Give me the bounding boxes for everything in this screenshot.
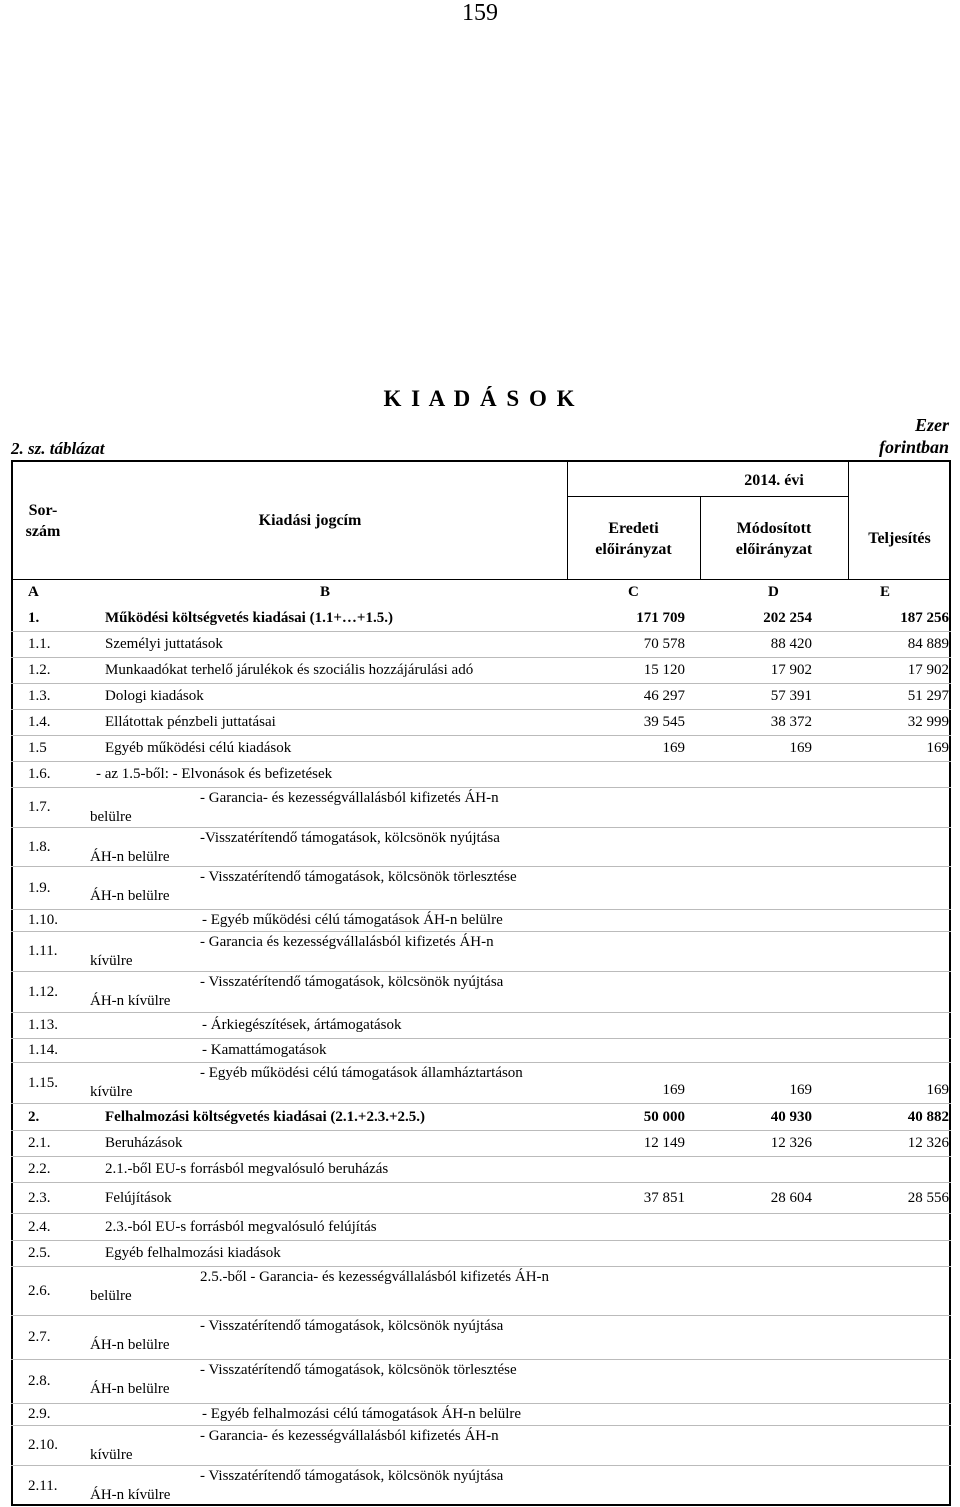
row-divider (11, 931, 951, 932)
row-label: - Egyéb működési célú támogatások államháztartáson (200, 1065, 523, 1081)
row-label: - Garancia és kezességvállalásból kifizetés ÁH-n (200, 934, 494, 950)
unit-label (879, 414, 949, 458)
value-modositott: 40 930 (770, 1109, 812, 1125)
row-divider (11, 1425, 951, 1426)
page-title: K I A D Á S O K (383, 386, 577, 411)
row-label: Beruházások (105, 1135, 183, 1151)
value-eredeti: 70 578 (643, 636, 685, 652)
row-divider (11, 1315, 951, 1316)
value-teljesites: 169 (926, 740, 949, 756)
value-teljesites: 40 882 (907, 1109, 949, 1125)
row-label: Ellátottak pénzbeli juttatásai (105, 714, 276, 730)
row-number: 1.5 (28, 740, 47, 756)
row-label: - Visszatérítendő támogatások, kölcsönök nyújtása (200, 1468, 504, 1484)
row-divider (11, 761, 951, 762)
value-modositott: 169 (789, 1082, 812, 1098)
row-number: 1.2. (28, 662, 51, 678)
row-divider (11, 1103, 951, 1104)
row-number: 1.15. (28, 1075, 58, 1091)
row-divider (11, 1240, 951, 1241)
value-teljesites: 84 889 (907, 636, 949, 652)
row-divider (11, 735, 951, 736)
col-letter-c: C (628, 584, 639, 600)
value-modositott: 17 902 (770, 662, 812, 678)
header-year: 2014. évi (744, 472, 804, 489)
col-letter-a: A (28, 584, 39, 600)
value-eredeti: 46 297 (643, 688, 685, 704)
row-number: 2.1. (28, 1135, 51, 1151)
value-eredeti: 171 709 (636, 610, 685, 626)
row-label: - Garancia- és kezességvállalásból kifizetés ÁH-n (200, 1428, 499, 1444)
row-label: - Visszatérítendő támogatások, kölcsönök nyújtása (200, 974, 504, 990)
value-teljesites: 17 902 (907, 662, 949, 678)
row-label: Munkaadókat terhelő járulékok és szociális hozzájárulási adó (105, 662, 474, 678)
row-label-continued: belülre (90, 809, 132, 825)
header-bottom-line (11, 579, 951, 580)
row-label: - Visszatérítendő támogatások, kölcsönök nyújtása (200, 1318, 504, 1334)
row-divider (11, 709, 951, 710)
row-divider (11, 1266, 951, 1267)
row-number: 1.10. (28, 912, 58, 928)
row-number: 1.1. (28, 636, 51, 652)
value-teljesites: 12 326 (907, 1135, 949, 1151)
header-modositott: Módosított előirányzat (735, 520, 813, 558)
row-number: 2.3. (28, 1190, 51, 1206)
row-number: 1.14. (28, 1042, 58, 1058)
row-divider (11, 787, 951, 788)
row-label-continued: kívülre (90, 953, 133, 969)
value-modositott: 28 604 (770, 1190, 812, 1206)
year-divider (567, 496, 848, 497)
row-label: Személyi juttatások (105, 636, 223, 652)
row-divider (11, 1182, 951, 1183)
row-label: Felújítások (105, 1190, 172, 1206)
value-teljesites: 51 297 (907, 688, 949, 704)
row-number: 1.8. (28, 839, 51, 855)
value-modositott: 38 372 (770, 714, 812, 730)
row-divider (11, 683, 951, 684)
row-label-continued: kívülre (90, 1447, 133, 1463)
row-number: 1.6. (28, 766, 51, 782)
row-number: 2.8. (28, 1373, 51, 1389)
row-label: - Egyéb működési célú támogatások ÁH-n belülre (202, 912, 503, 928)
value-eredeti: 50 000 (643, 1109, 685, 1125)
row-number: 2.5. (28, 1245, 51, 1261)
col-letter-e: E (880, 584, 891, 600)
row-label: - Visszatérítendő támogatások, kölcsönök törlesztése (200, 1362, 517, 1378)
value-teljesites: 28 556 (907, 1190, 949, 1206)
row-label: Dologi kiadások (105, 688, 204, 704)
row-divider (11, 1403, 951, 1404)
header-jogcim: Kiadási jogcím (258, 512, 362, 529)
row-label: Egyéb felhalmozási kiadások (105, 1245, 281, 1261)
row-label-continued: kívülre (90, 1084, 133, 1100)
col-letter-d: D (768, 584, 779, 600)
row-label: Működési költségvetés kiadásai (1.1+…+1.5.) (105, 610, 393, 626)
value-modositott: 57 391 (770, 688, 812, 704)
row-number: 1.13. (28, 1017, 58, 1033)
page-number: 159 (462, 0, 498, 26)
row-label: - Egyéb felhalmozási célú támogatások ÁH-n belülre (202, 1406, 522, 1422)
row-number: 2. (28, 1109, 40, 1125)
row-number: 1.11. (28, 943, 58, 959)
row-divider (11, 866, 951, 867)
row-number: 2.4. (28, 1219, 51, 1235)
unit-line-1: Ezer (914, 415, 949, 435)
row-divider (11, 1213, 951, 1214)
unit-line-2: forintban (878, 437, 949, 457)
row-number: 2.2. (28, 1161, 51, 1177)
value-eredeti: 12 149 (643, 1135, 685, 1151)
row-label-continued: ÁH-n kívülre (90, 1487, 171, 1503)
row-label: - az 1.5-ből: - Elvonások és befizetések (96, 766, 333, 782)
row-label-continued: ÁH-n belülre (90, 888, 170, 904)
row-number: 1.4. (28, 714, 51, 730)
value-teljesites: 169 (926, 1082, 949, 1098)
row-label: - Árkiegészítések, ártámogatások (202, 1017, 402, 1033)
row-divider (11, 1012, 951, 1013)
row-divider (11, 971, 951, 972)
value-modositott: 169 (789, 740, 812, 756)
row-number: 1.7. (28, 799, 51, 815)
row-divider (11, 1038, 951, 1039)
row-number: 1. (28, 610, 40, 626)
row-divider (11, 1062, 951, 1063)
value-modositott: 202 254 (763, 610, 812, 626)
row-label-continued: ÁH-n belülre (90, 1337, 170, 1353)
row-number: 2.6. (28, 1283, 51, 1299)
row-label-continued: ÁH-n belülre (90, 849, 170, 865)
row-number: 1.12. (28, 984, 58, 1000)
row-number: 1.3. (28, 688, 51, 704)
row-label: Felhalmozási költségvetés kiadásai (2.1.+2.3.+2.5.) (105, 1109, 425, 1125)
row-divider (11, 909, 951, 910)
header-col-e-line (848, 460, 849, 579)
row-divider (11, 1359, 951, 1360)
table-number: 2. sz. táblázat (11, 439, 105, 458)
header-teljesites: Teljesítés (868, 530, 931, 547)
value-eredeti: 15 120 (643, 662, 685, 678)
row-number: 2.10. (28, 1437, 58, 1453)
col-letter-b: B (320, 584, 331, 600)
row-divider (11, 657, 951, 658)
row-divider (11, 1465, 951, 1466)
row-number: 2.7. (28, 1329, 51, 1345)
row-divider (11, 827, 951, 828)
value-eredeti: 169 (662, 1082, 685, 1098)
header-eredeti: Eredeti előirányzat (595, 520, 672, 558)
row-number: 2.9. (28, 1406, 51, 1422)
row-divider (11, 1156, 951, 1157)
row-label: - Kamattámogatások (202, 1042, 327, 1058)
value-teljesites: 187 256 (900, 610, 949, 626)
header-sorszam: Sor- szám (25, 502, 61, 540)
value-eredeti: 37 851 (643, 1190, 685, 1206)
row-label: -Visszatérítendő támogatások, kölcsönök nyújtása (200, 830, 500, 846)
row-divider (11, 631, 951, 632)
row-label-continued: belülre (90, 1288, 132, 1304)
value-eredeti: 39 545 (643, 714, 685, 730)
row-label-continued: ÁH-n kívülre (90, 993, 171, 1009)
row-number: 1.9. (28, 880, 51, 896)
value-eredeti: 169 (662, 740, 685, 756)
value-modositott: 12 326 (770, 1135, 812, 1151)
row-label: 2.5.-ből - Garancia- és kezességvállalásból kifizetés ÁH-n (200, 1269, 550, 1285)
value-modositott: 88 420 (770, 636, 812, 652)
row-label: Egyéb működési célú kiadások (105, 740, 292, 756)
row-label: 2.3.-ból EU-s forrásból megvalósuló felújítás (105, 1219, 377, 1235)
row-label: - Garancia- és kezességvállalásból kifizetés ÁH-n (200, 790, 499, 806)
row-label: - Visszatérítendő támogatások, kölcsönök törlesztése (200, 869, 517, 885)
row-label-continued: ÁH-n belülre (90, 1381, 170, 1397)
row-label: 2.1.-ből EU-s forrásból megvalósuló beruházás (105, 1161, 389, 1177)
row-number: 2.11. (28, 1478, 58, 1494)
value-teljesites: 32 999 (907, 714, 949, 730)
row-divider (11, 1130, 951, 1131)
